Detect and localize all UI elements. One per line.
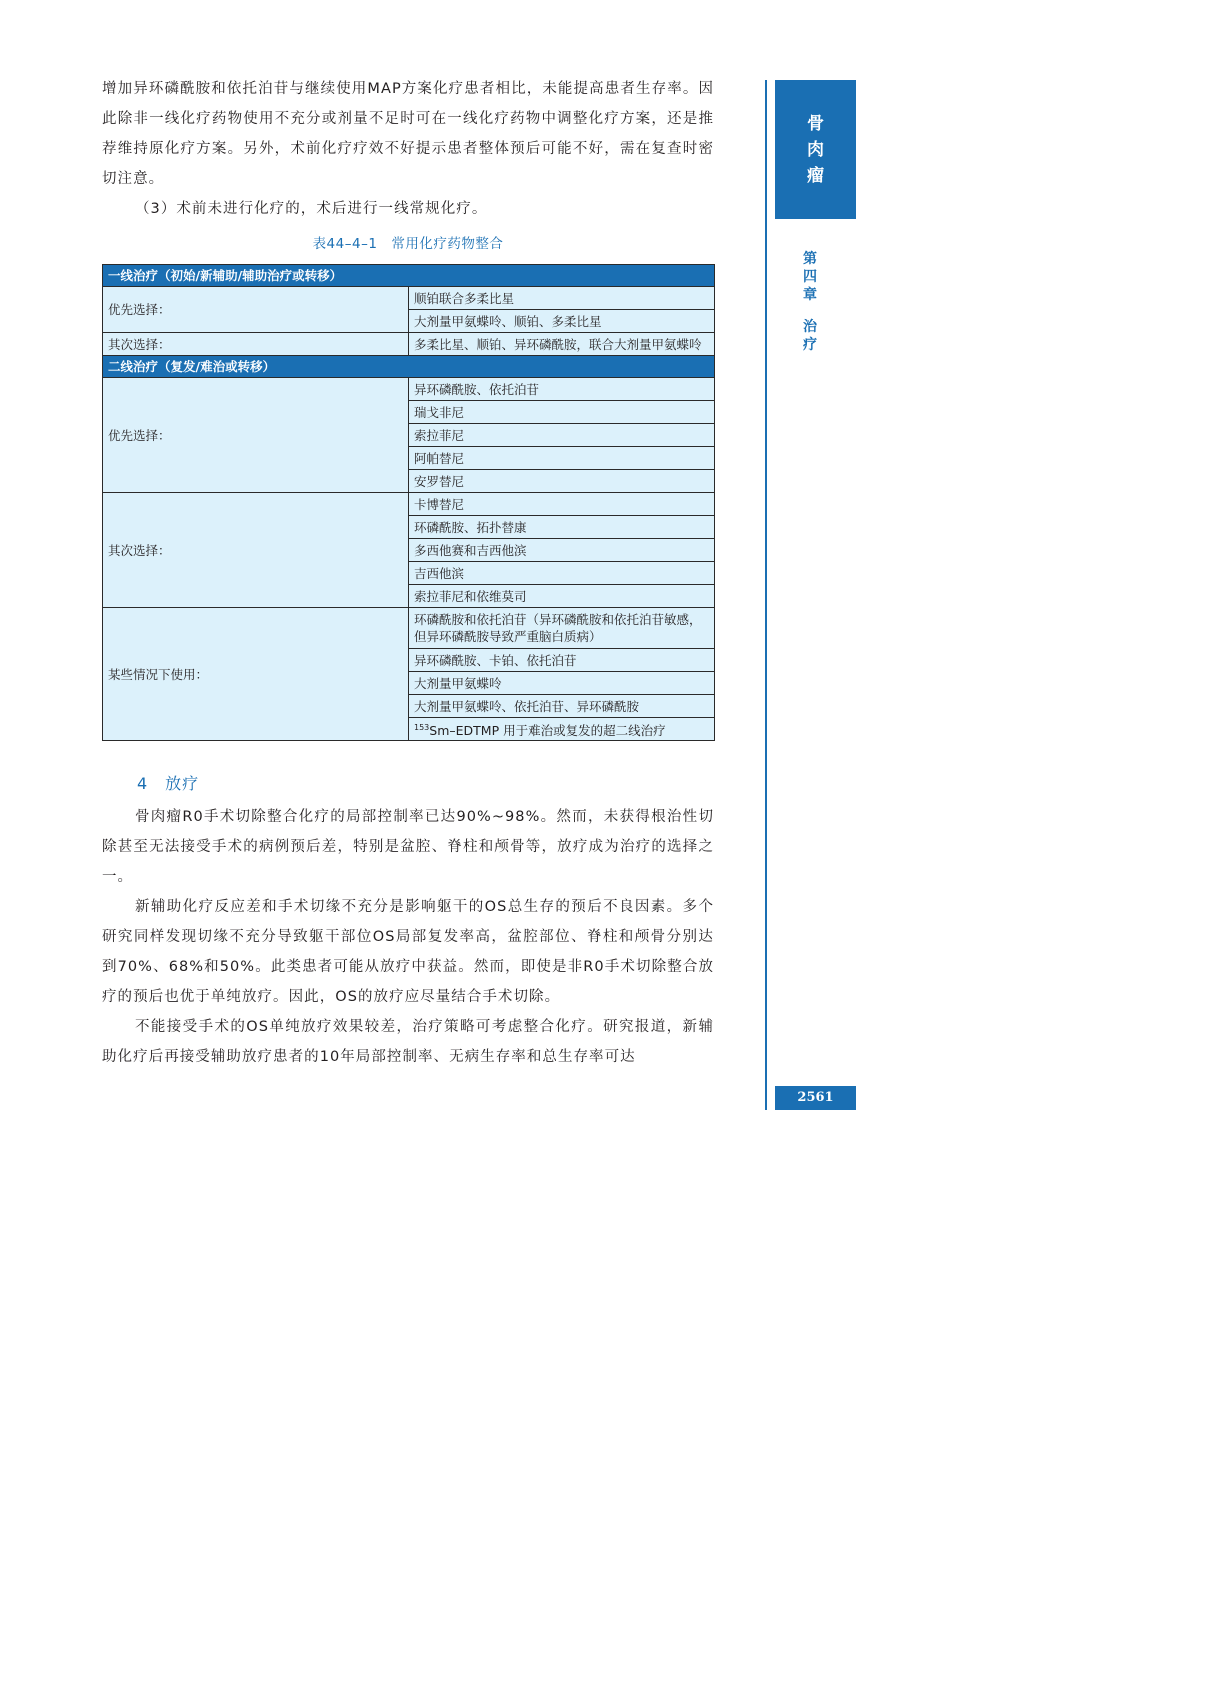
table-row bbox=[103, 378, 715, 401]
drug-cell: 大剂量甲氨蝶呤、顺铂、多柔比星 bbox=[409, 310, 715, 333]
drug-cell: 多西他赛和吉西他滨 bbox=[409, 539, 715, 562]
tab-char: 瘤 bbox=[807, 165, 824, 186]
drug-cell: 安罗替尼 bbox=[409, 470, 715, 493]
drug-cell: 阿帕替尼 bbox=[409, 447, 715, 470]
category-cell: 优先选择： bbox=[103, 378, 409, 493]
second-line-header: 二线治疗（复发/难治或转移） bbox=[103, 356, 715, 378]
chapter-char: 疗 bbox=[803, 337, 817, 353]
chapter-char: 治 bbox=[803, 319, 817, 335]
drug-cell: 吉西他滨 bbox=[409, 562, 715, 585]
drug-cell: 大剂量甲氨蝶呤 bbox=[409, 672, 715, 695]
chapter-char: 四 bbox=[803, 269, 817, 285]
section-paragraph-1: 骨肉瘤R0手术切除整合化疗的局部控制率已达90%~98%。然而，未获得根治性切除甚至无法接受手术的病例预后差，特别是盆腔、脊柱和颅骨等，放疗成为治疗的选择之一。 bbox=[102, 809, 714, 885]
table-row bbox=[103, 333, 715, 356]
drug-cell: 多柔比星、顺铂、异环磷酰胺，联合大剂量甲氨蝶呤 bbox=[409, 333, 715, 356]
drug-cell: 顺铂联合多柔比星 bbox=[409, 287, 715, 310]
chapter-char: 章 bbox=[803, 287, 817, 303]
table-section-header bbox=[103, 265, 715, 287]
drug-cell: 瑞戈非尼 bbox=[409, 401, 715, 424]
category-cell: 某些情况下使用： bbox=[103, 608, 409, 741]
chapter-label bbox=[800, 250, 820, 354]
section-paragraph-3: 不能接受手术的OS单纯放疗效果较差，治疗策略可考虑整合化疗。研究报道，新辅助化疗后再接受辅助放疗患者的10年局部控制率、无病生存率和总生存率可达 bbox=[102, 1019, 714, 1065]
section-paragraph-2: 新辅助化疗反应差和手术切缘不充分是影响躯干的OS总生存的预后不良因素。多个研究同样发现切缘不充分导致躯干部位OS局部复发率高，盆腔部位、脊柱和颅骨分别达到70%、68%和50%。此类患者可能从放疗中获益。然而，即使是非R0手术切除整合放疗的预后也优于单纯放疗。因此，OS的放疗应尽量结合手术切除。 bbox=[102, 899, 714, 1005]
drug-cell: 大剂量甲氨蝶呤、依托泊苷、异环磷酰胺 bbox=[409, 695, 715, 718]
drug-cell bbox=[409, 718, 715, 741]
drug-cell: 索拉菲尼 bbox=[409, 424, 715, 447]
section-tab bbox=[775, 80, 856, 219]
table-caption: 表44–4–1 常用化疗药物整合 bbox=[312, 236, 504, 252]
sidebar-rule bbox=[765, 80, 767, 1110]
intro-paragraph-1: 增加异环磷酰胺和依托泊苷与继续使用MAP方案化疗患者相比，未能提高患者生存率。因此除非一线化疗药物使用不充分或剂量不足时可在一线化疗药物中调整化疗方案，还是推荐维持原化疗方案。另外，术前化疗疗效不好提示患者整体预后可能不好，需在复查时密切注意。 bbox=[102, 81, 714, 187]
drug-cell: 异环磷酰胺、卡铂、依托泊苷 bbox=[409, 649, 715, 672]
first-line-header: 一线治疗（初始/新辅助/辅助治疗或转移） bbox=[103, 265, 715, 287]
drug-cell: 异环磷酰胺、依托泊苷 bbox=[409, 378, 715, 401]
category-cell: 其次选择： bbox=[103, 493, 409, 608]
chapter-char: 第 bbox=[803, 251, 817, 267]
tab-char: 肉 bbox=[807, 139, 824, 160]
drug-cell: 索拉菲尼和依维莫司 bbox=[409, 585, 715, 608]
tab-char: 骨 bbox=[807, 113, 824, 134]
isotope-superscript: 153 bbox=[414, 722, 430, 732]
table-section-header bbox=[103, 356, 715, 378]
drug-cell: 卡博替尼 bbox=[409, 493, 715, 516]
section-heading: 4 放疗 bbox=[137, 774, 200, 793]
category-cell: 优先选择： bbox=[103, 287, 409, 333]
intro-paragraph-2: （3）术前未进行化疗的，术后进行一线常规化疗。 bbox=[135, 201, 488, 217]
drug-cell: 环磷酰胺、拓扑替康 bbox=[409, 516, 715, 539]
table-row bbox=[103, 608, 715, 649]
page-number: 2561 bbox=[775, 1086, 856, 1110]
category-cell: 其次选择： bbox=[103, 333, 409, 356]
table-row bbox=[103, 287, 715, 310]
drug-cell: 环磷酰胺和依托泊苷（异环磷酰胺和依托泊苷敏感，但异环磷酰胺导致严重脑白质病） bbox=[409, 608, 715, 649]
table-row bbox=[103, 493, 715, 516]
drug-text: Sm–EDTMP 用于难治或复发的超二线治疗 bbox=[429, 723, 666, 739]
chemo-drug-table bbox=[102, 264, 715, 741]
